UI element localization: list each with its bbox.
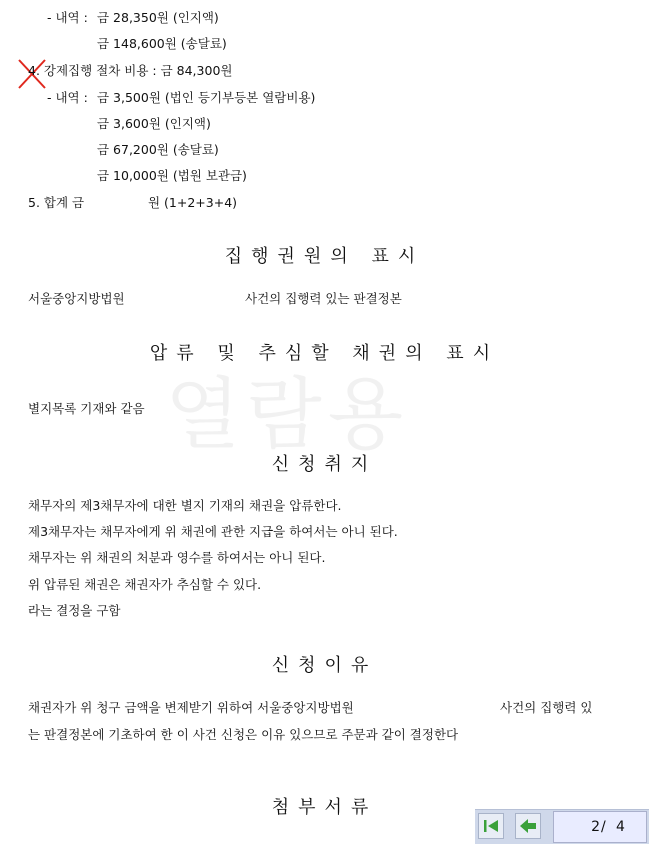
cost-delivery-fee-2: 금 67,200원 (송달료) bbox=[97, 142, 219, 157]
cost-court-deposit: 금 10,000원 (법원 보관금) bbox=[97, 168, 247, 183]
reason-line-1b: 사건의 집행력 있 bbox=[500, 700, 593, 715]
section-title-claims: 압류 및 추심할 채권의 표시 bbox=[149, 343, 500, 364]
section-title-attachments: 첨부서류 bbox=[271, 797, 378, 818]
cost-stamp-fee: 금 28,350원 (인지액) bbox=[97, 10, 219, 25]
court-name: 서울중앙지방법원 bbox=[28, 291, 125, 306]
current-page-number: 2 bbox=[591, 819, 600, 835]
total-suffix: 원 (1+2+3+4) bbox=[148, 195, 238, 210]
case-description: 사건의 집행력 있는 판결정본 bbox=[245, 291, 402, 306]
claims-text: 별지목록 기재와 같음 bbox=[28, 401, 145, 416]
watermark: 열람용 bbox=[165, 370, 410, 460]
enforcement-cost-item: 4. 강제집행 절차 비용 : 금 84,300원 bbox=[28, 63, 233, 78]
purpose-line: 채무자의 제3채무자에 대한 별지 기재의 채권을 압류한다. bbox=[28, 498, 342, 513]
reason-line-1a: 채권자가 위 청구 금액을 변제받기 위하여 서울중앙지방법원 bbox=[28, 700, 354, 715]
cost-registry-fee: 금 3,500원 (법인 등기부등본 열람비용) bbox=[97, 90, 316, 105]
total-page-count: 4 bbox=[616, 819, 625, 835]
purpose-line: 제3채무자는 채무자에게 위 채권에 관한 지급을 하여서는 아니 된다. bbox=[28, 524, 398, 539]
section-title-purpose: 신청취지 bbox=[271, 454, 378, 475]
purpose-line: 라는 결정을 구함 bbox=[28, 603, 121, 618]
purpose-line: 위 압류된 채권은 채권자가 추심할 수 있다. bbox=[28, 577, 262, 592]
purpose-line: 채무자는 위 채권의 처분과 영수를 하여서는 아니 된다. bbox=[28, 550, 326, 565]
section-title-reason: 신청이유 bbox=[271, 655, 378, 676]
section-title-enforcement-title: 집행권원의 표시 bbox=[224, 246, 425, 267]
cost-delivery-fee: 금 148,600원 (송달료) bbox=[97, 36, 227, 51]
total-label: 5. 합계 금 bbox=[28, 195, 85, 210]
cost-stamp-fee-2: 금 3,600원 (인지액) bbox=[97, 116, 211, 131]
cost-breakdown-label: - 내역 : bbox=[47, 10, 88, 25]
page-separator: / bbox=[601, 819, 606, 835]
enforcement-breakdown-label: - 내역 : bbox=[47, 90, 88, 105]
reason-line-2: 는 판결정본에 기초하여 한 이 사건 신청은 이유 있으므로 주문과 같이 결정한다 bbox=[28, 727, 459, 742]
